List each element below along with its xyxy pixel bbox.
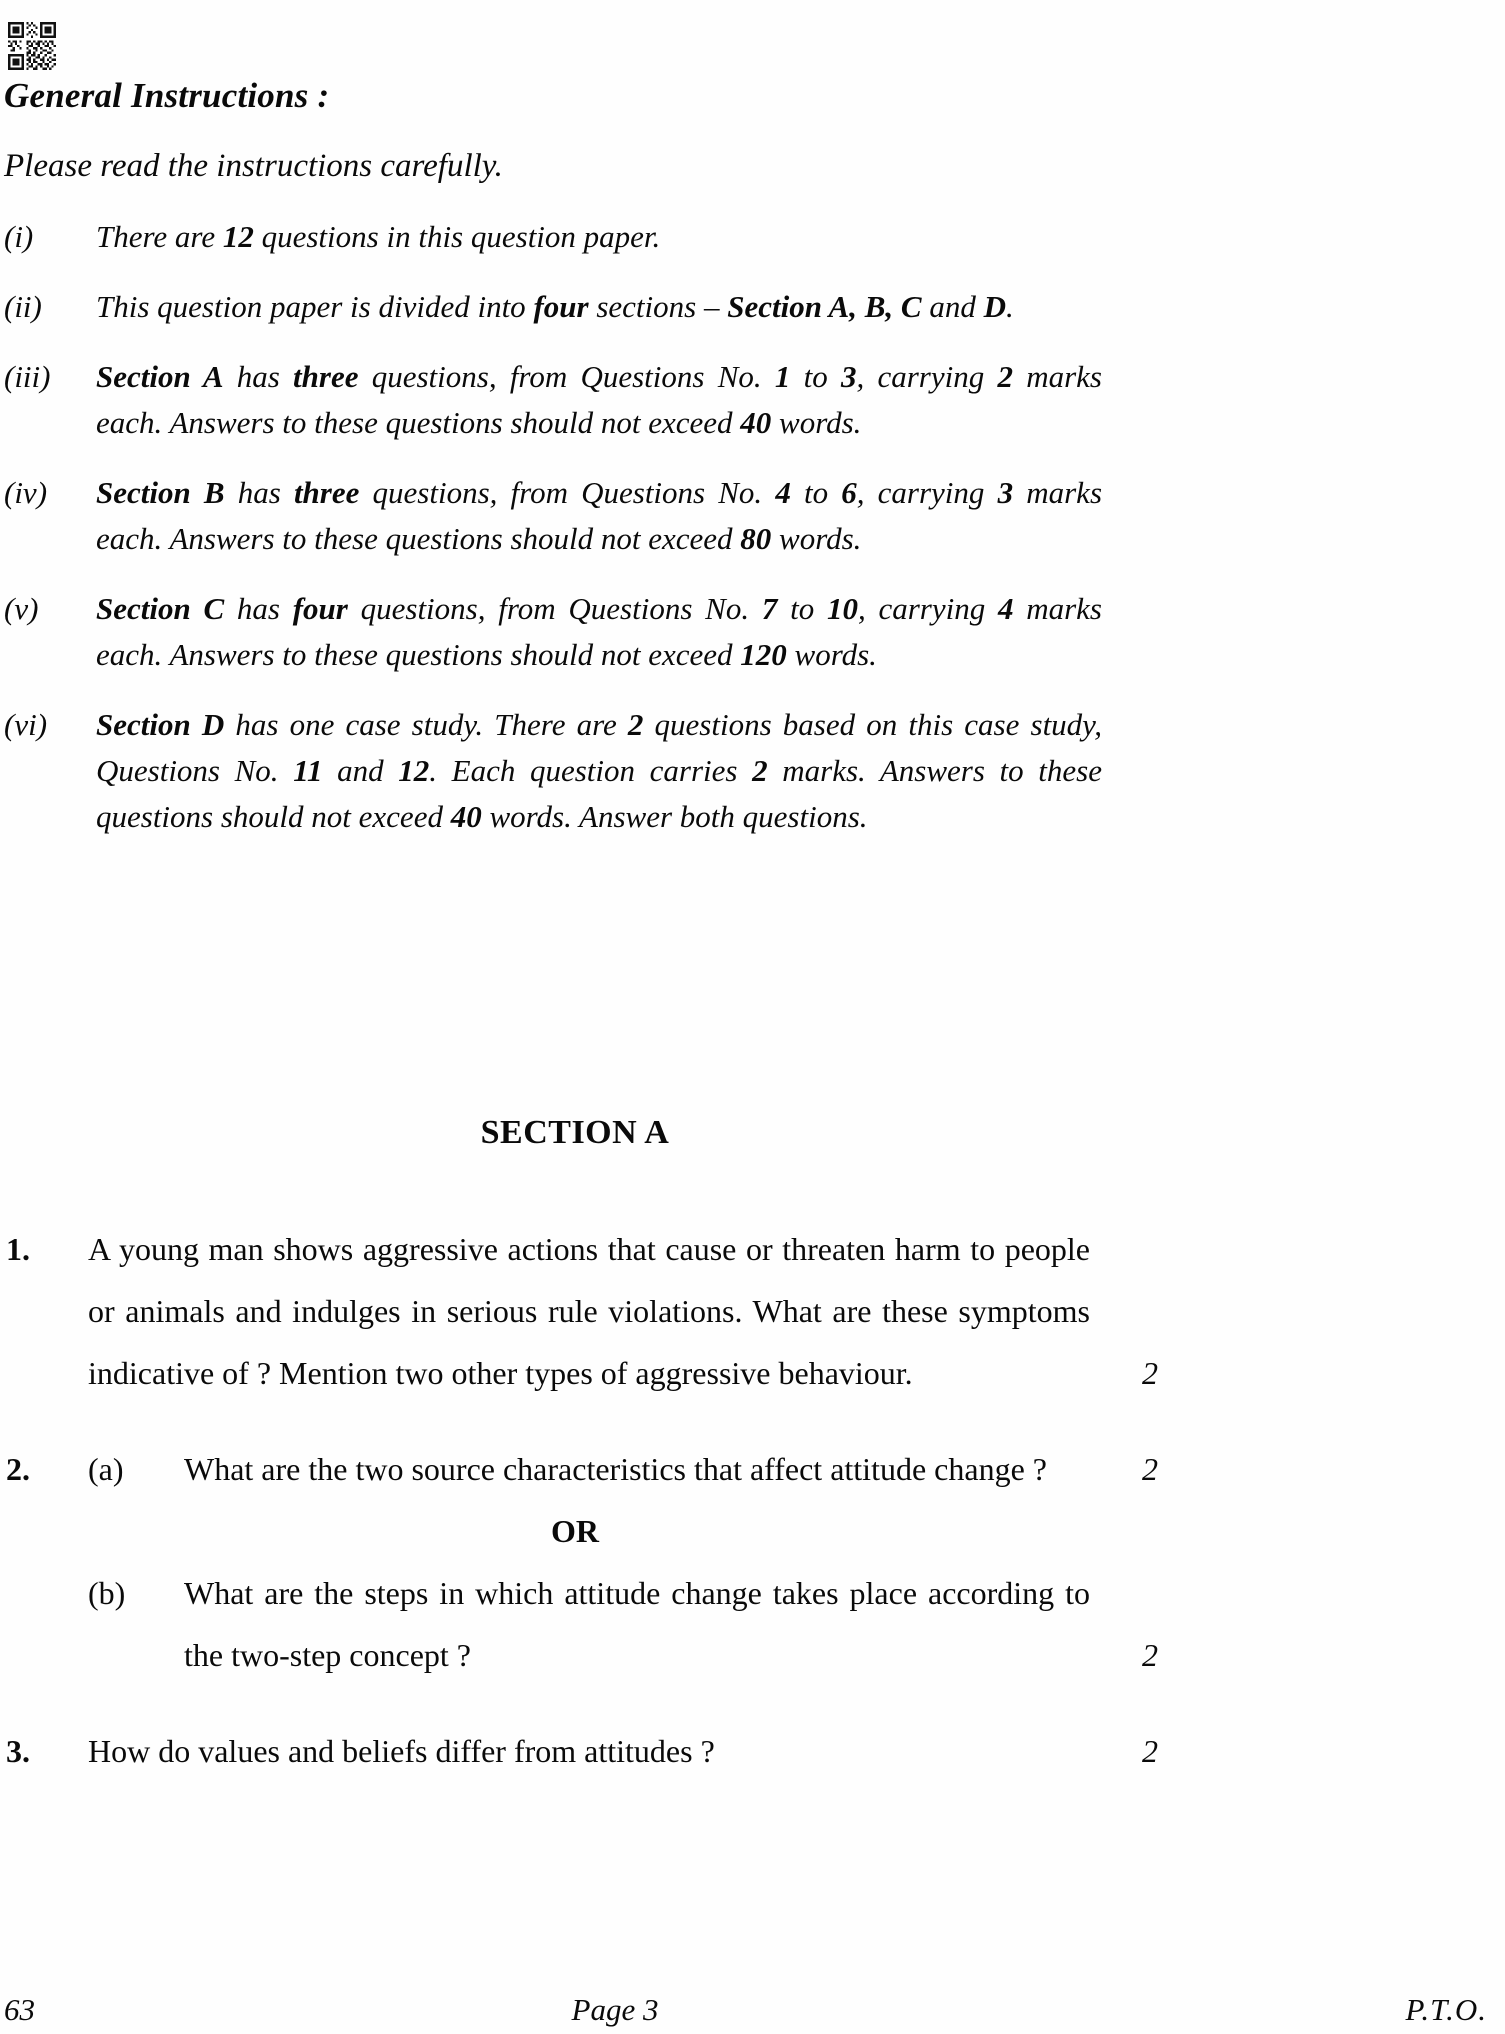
instruction-fragment: , carrying bbox=[856, 475, 998, 510]
instruction-fragment: to bbox=[777, 591, 827, 626]
instruction-fragment: words. bbox=[786, 637, 877, 672]
or-separator: OR bbox=[551, 1513, 599, 1549]
instruction-row bbox=[0, 702, 1505, 840]
instruction-fragment: has bbox=[223, 359, 294, 394]
instruction-row bbox=[0, 470, 1505, 562]
question-sub-label: (b) bbox=[88, 1575, 126, 1611]
footer-paper-code: 63 bbox=[4, 1992, 35, 2027]
instruction-fragment: Section D bbox=[96, 707, 225, 742]
instruction-fragment: questions, from Questions No. bbox=[358, 359, 775, 394]
instruction-fragment: 4 bbox=[775, 475, 791, 510]
question-number: 2. bbox=[6, 1451, 30, 1487]
instruction-text bbox=[96, 586, 1102, 678]
instruction-fragment: marks each. Answers to these questions should not exceed bbox=[96, 591, 1102, 672]
instruction-marker: (vi) bbox=[4, 707, 48, 742]
instruction-fragment: and bbox=[921, 289, 984, 324]
question-marks: 2 bbox=[1142, 1451, 1158, 1487]
instruction-fragment: 4 bbox=[997, 591, 1014, 626]
instruction-fragment: , carrying bbox=[857, 591, 998, 626]
instruction-marker: (v) bbox=[4, 591, 39, 626]
question-text: What are the two source characteristics that affect attitude change ? bbox=[184, 1451, 1047, 1487]
instruction-fragment: has one case study. There are bbox=[224, 707, 628, 742]
general-instructions-heading: General Instructions : bbox=[4, 76, 330, 115]
instruction-fragment: marks. Answers to these questions should not exceed bbox=[96, 753, 1102, 834]
instruction-row bbox=[0, 586, 1505, 678]
footer-page-number: Page 3 bbox=[571, 1992, 659, 2027]
instruction-fragment: 80 bbox=[740, 521, 772, 556]
instruction-text bbox=[96, 354, 1102, 446]
instruction-text bbox=[96, 702, 1102, 840]
spacer bbox=[0, 1686, 1505, 1720]
instruction-fragment: 3 bbox=[840, 359, 857, 394]
instruction-fragment: questions in this question paper. bbox=[253, 219, 661, 254]
instruction-fragment: four bbox=[533, 289, 589, 324]
question-text: How do values and beliefs differ from attitudes ? bbox=[88, 1733, 715, 1769]
footer-pto-label: P.T.O. bbox=[1405, 1992, 1487, 2027]
instruction-fragment: 2 bbox=[997, 359, 1013, 394]
instruction-fragment: D bbox=[983, 289, 1006, 324]
instruction-fragment: three bbox=[293, 359, 359, 394]
instruction-fragment: 11 bbox=[293, 753, 323, 788]
instruction-fragment: 2 bbox=[627, 707, 644, 742]
question-row bbox=[0, 1720, 1505, 1782]
question-marks: 2 bbox=[1142, 1637, 1158, 1673]
instruction-fragment: 12 bbox=[222, 219, 254, 254]
instruction-fragment: questions, from Questions No. bbox=[359, 475, 776, 510]
instruction-fragment: There are bbox=[96, 219, 223, 254]
instruction-fragment: . Each question carries bbox=[429, 753, 753, 788]
instruction-fragment: Section C bbox=[96, 591, 225, 626]
section-a-heading: SECTION A bbox=[480, 1114, 670, 1151]
instruction-fragment: 40 bbox=[450, 799, 482, 834]
instruction-fragment: words. Answer both questions. bbox=[481, 799, 868, 834]
instruction-fragment: 2 bbox=[752, 753, 768, 788]
instruction-fragment: words. bbox=[771, 521, 862, 556]
instruction-marker: (iii) bbox=[4, 359, 51, 394]
instruction-fragment: to bbox=[790, 359, 841, 394]
question-text: A young man shows aggressive actions that cause or threaten harm to people or animals and indulges in serious rule violations. What are these symptoms indicative of ? Mention two other types of aggressive behaviour. bbox=[88, 1231, 1090, 1391]
instruction-fragment: 1 bbox=[774, 359, 791, 394]
instruction-marker: (i) bbox=[4, 219, 34, 254]
instruction-row bbox=[0, 214, 1505, 260]
instruction-fragment: Section A bbox=[96, 359, 224, 394]
instruction-fragment: 12 bbox=[398, 753, 430, 788]
instruction-fragment: questions, from Questions No. bbox=[347, 591, 762, 626]
instruction-row bbox=[0, 284, 1505, 330]
instruction-marker: (iv) bbox=[4, 475, 48, 510]
instruction-text bbox=[96, 470, 1102, 562]
instruction-fragment: marks each. Answers to these questions should not exceed bbox=[96, 475, 1103, 556]
instruction-fragment: has bbox=[224, 591, 293, 626]
instruction-fragment: 6 bbox=[841, 475, 857, 510]
question-row bbox=[0, 1218, 1505, 1404]
instruction-fragment: words. bbox=[771, 405, 862, 440]
instruction-fragment: marks each. Answers to these questions should not exceed bbox=[96, 359, 1102, 440]
instruction-fragment: questions based on this case study, Questions No. bbox=[96, 707, 1102, 788]
instruction-text bbox=[96, 214, 1102, 260]
instruction-fragment: four bbox=[292, 591, 348, 626]
instruction-fragment: Section A, B, C bbox=[727, 289, 922, 324]
instruction-fragment: This question paper is divided into bbox=[96, 289, 534, 324]
question-number: 1. bbox=[6, 1231, 30, 1267]
instruction-fragment: 10 bbox=[826, 591, 858, 626]
question-row bbox=[0, 1438, 1505, 1500]
question-marks: 2 bbox=[1142, 1733, 1158, 1769]
instruction-fragment: . bbox=[1005, 289, 1014, 324]
instruction-text bbox=[96, 284, 1102, 330]
question-number: 3. bbox=[6, 1733, 30, 1769]
spacer bbox=[0, 1404, 1505, 1438]
instruction-fragment: sections – bbox=[588, 289, 728, 324]
page-footer bbox=[0, 1992, 1505, 2034]
instruction-fragment: to bbox=[790, 475, 842, 510]
instruction-row bbox=[0, 354, 1505, 446]
instruction-fragment: 40 bbox=[740, 405, 772, 440]
instructions-subheading: Please read the instructions carefully. bbox=[4, 148, 503, 184]
instruction-fragment: Section B bbox=[96, 475, 225, 510]
instruction-marker: (ii) bbox=[4, 289, 42, 324]
instruction-fragment: , carrying bbox=[856, 359, 998, 394]
question-sub-label: (a) bbox=[88, 1451, 124, 1487]
instructions-list bbox=[0, 214, 1505, 864]
instruction-fragment: has bbox=[224, 475, 294, 510]
instruction-fragment: three bbox=[293, 475, 360, 510]
instruction-fragment: and bbox=[322, 753, 399, 788]
question-text: What are the steps in which attitude change takes place according to the two-step concept ? bbox=[184, 1575, 1090, 1673]
questions-list bbox=[0, 1218, 1505, 1782]
instruction-fragment: 3 bbox=[997, 475, 1014, 510]
instruction-fragment: 120 bbox=[740, 637, 787, 672]
instruction-fragment: 7 bbox=[761, 591, 778, 626]
question-marks: 2 bbox=[1142, 1355, 1158, 1391]
qr-code-icon bbox=[8, 22, 56, 70]
question-row bbox=[0, 1562, 1505, 1686]
